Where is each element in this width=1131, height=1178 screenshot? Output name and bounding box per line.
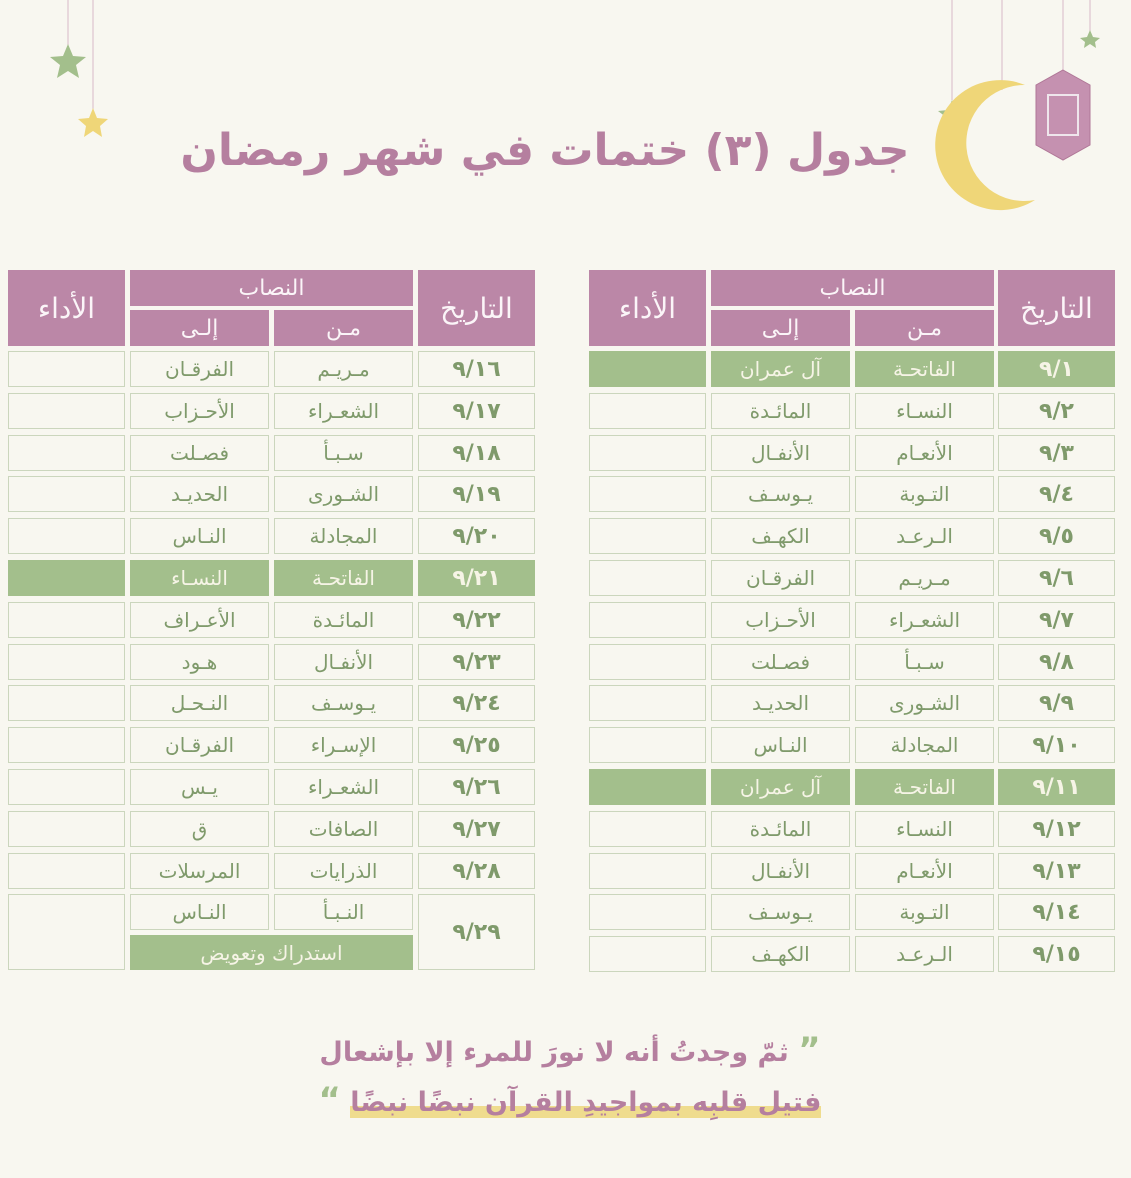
row-date: ٩/٧ bbox=[998, 602, 1115, 638]
row-from: النـبـأ bbox=[274, 894, 413, 930]
performance-checkbox[interactable] bbox=[589, 644, 706, 680]
row-from: التـوبة bbox=[855, 476, 994, 512]
row-from: الفاتحـة bbox=[274, 560, 413, 596]
header-portion: النصاب bbox=[130, 270, 413, 306]
row-to: المائـدة bbox=[711, 393, 850, 429]
row-from: المجادلة bbox=[274, 518, 413, 554]
row-date: ٩/٢٤ bbox=[418, 685, 535, 721]
performance-checkbox[interactable] bbox=[8, 476, 125, 512]
row-date: ٩/١٩ bbox=[418, 476, 535, 512]
quote-line-1 bbox=[250, 1030, 890, 1070]
performance-checkbox[interactable] bbox=[589, 936, 706, 972]
row-date: ٩/١٠ bbox=[998, 727, 1115, 763]
row-to: الفرقـان bbox=[711, 560, 850, 596]
row-date: ٩/٦ bbox=[998, 560, 1115, 596]
row-from: الشـورى bbox=[855, 685, 994, 721]
row-from: مـريـم bbox=[855, 560, 994, 596]
row-date: ٩/٣ bbox=[998, 435, 1115, 471]
performance-checkbox[interactable] bbox=[589, 853, 706, 889]
row-from: الإسـراء bbox=[274, 727, 413, 763]
performance-checkbox[interactable] bbox=[589, 435, 706, 471]
row-date: ٩/١٦ bbox=[418, 351, 535, 387]
performance-checkbox[interactable] bbox=[8, 518, 125, 554]
row-to: ق bbox=[130, 811, 269, 847]
header-performance: الأداء bbox=[8, 270, 125, 346]
performance-checkbox[interactable] bbox=[589, 685, 706, 721]
row-date: ٩/١ bbox=[998, 351, 1115, 387]
performance-checkbox[interactable] bbox=[8, 602, 125, 638]
performance-checkbox[interactable] bbox=[8, 393, 125, 429]
performance-checkbox[interactable] bbox=[589, 560, 706, 596]
row-from: الذرايات bbox=[274, 853, 413, 889]
row-from: الشعـراء bbox=[274, 393, 413, 429]
row-from: الصافات bbox=[274, 811, 413, 847]
row-from: الشعـراء bbox=[274, 769, 413, 805]
performance-checkbox[interactable] bbox=[589, 393, 706, 429]
row-from: الأنعـام bbox=[855, 853, 994, 889]
row-from: التـوبة bbox=[855, 894, 994, 930]
row-to: هـود bbox=[130, 644, 269, 680]
row-date: ٩/٢٠ bbox=[418, 518, 535, 554]
performance-checkbox[interactable] bbox=[8, 644, 125, 680]
row-to: الأحـزاب bbox=[711, 602, 850, 638]
row-to: فصـلت bbox=[711, 644, 850, 680]
row-to: آل عمران bbox=[711, 351, 850, 387]
row-date: ٩/٢٩ bbox=[418, 894, 535, 970]
row-date: ٩/٢٦ bbox=[418, 769, 535, 805]
quote-text-1: ثمّ وجدتُ أنه لا نورَ للمرء إلا بإشعال bbox=[319, 1037, 789, 1068]
row-to: الأنفـال bbox=[711, 435, 850, 471]
performance-checkbox[interactable] bbox=[589, 476, 706, 512]
header-to: إلـى bbox=[130, 310, 269, 346]
row-date: ٩/٢٨ bbox=[418, 853, 535, 889]
performance-checkbox[interactable] bbox=[8, 811, 125, 847]
row-from: الشـورى bbox=[274, 476, 413, 512]
row-to: الكهـف bbox=[711, 936, 850, 972]
row-to: النـاس bbox=[130, 894, 269, 930]
performance-checkbox[interactable] bbox=[8, 351, 125, 387]
row-date: ٩/٥ bbox=[998, 518, 1115, 554]
row-to: المرسلات bbox=[130, 853, 269, 889]
page-title: جدول (٣) ختمات في شهر رمضان bbox=[180, 125, 910, 176]
performance-checkbox[interactable] bbox=[589, 769, 706, 805]
row-to: المائـدة bbox=[711, 811, 850, 847]
row-from: الأنفـال bbox=[274, 644, 413, 680]
row-to: يـس bbox=[130, 769, 269, 805]
header-from: مـن bbox=[855, 310, 994, 346]
header-to: إلـى bbox=[711, 310, 850, 346]
row-date: ٩/٤ bbox=[998, 476, 1115, 512]
row-to: الأحـزاب bbox=[130, 393, 269, 429]
row-to: الأنفـال bbox=[711, 853, 850, 889]
row-to: النسـاء bbox=[130, 560, 269, 596]
row-date: ٩/١٣ bbox=[998, 853, 1115, 889]
crescent-lantern-icon bbox=[930, 0, 1130, 215]
row-to: آل عمران bbox=[711, 769, 850, 805]
open-quote-mark: ” bbox=[798, 1030, 821, 1070]
row-to: الفرقـان bbox=[130, 727, 269, 763]
performance-checkbox[interactable] bbox=[589, 894, 706, 930]
makeup-day-label: استدراك وتعويض bbox=[130, 935, 413, 970]
row-from: النسـاء bbox=[855, 811, 994, 847]
performance-checkbox[interactable] bbox=[8, 853, 125, 889]
row-date: ٩/١٧ bbox=[418, 393, 535, 429]
row-to: الأعـراف bbox=[130, 602, 269, 638]
performance-checkbox[interactable] bbox=[589, 602, 706, 638]
row-from: مـريـم bbox=[274, 351, 413, 387]
row-date: ٩/١٤ bbox=[998, 894, 1115, 930]
header-date: التاريخ bbox=[418, 270, 535, 346]
row-from: المجادلة bbox=[855, 727, 994, 763]
header-date: التاريخ bbox=[998, 270, 1115, 346]
row-date: ٩/٩ bbox=[998, 685, 1115, 721]
row-date: ٩/٢٣ bbox=[418, 644, 535, 680]
row-date: ٩/١٥ bbox=[998, 936, 1115, 972]
performance-checkbox[interactable] bbox=[8, 685, 125, 721]
row-from: سـبـأ bbox=[274, 435, 413, 471]
row-date: ٩/١٨ bbox=[418, 435, 535, 471]
performance-checkbox[interactable] bbox=[8, 894, 125, 970]
row-date: ٩/٢ bbox=[998, 393, 1115, 429]
close-quote-mark: “ bbox=[318, 1080, 341, 1120]
performance-checkbox[interactable] bbox=[589, 727, 706, 763]
row-from: الفاتحـة bbox=[855, 351, 994, 387]
row-to: النـاس bbox=[711, 727, 850, 763]
row-date: ٩/٨ bbox=[998, 644, 1115, 680]
row-from: الفاتحـة bbox=[855, 769, 994, 805]
row-from: الـرعـد bbox=[855, 518, 994, 554]
performance-checkbox[interactable] bbox=[8, 560, 125, 596]
quote-line-2 bbox=[250, 1080, 890, 1120]
row-from: النسـاء bbox=[855, 393, 994, 429]
performance-checkbox[interactable] bbox=[8, 727, 125, 763]
performance-checkbox[interactable] bbox=[8, 769, 125, 805]
row-to: الحديـد bbox=[130, 476, 269, 512]
row-date: ٩/١٢ bbox=[998, 811, 1115, 847]
performance-checkbox[interactable] bbox=[589, 518, 706, 554]
performance-checkbox[interactable] bbox=[8, 435, 125, 471]
row-to: فصـلت bbox=[130, 435, 269, 471]
row-from: المائـدة bbox=[274, 602, 413, 638]
quote-text-2: فتيل قلبِه بمواجيدِ القرآن نبضًا نبضًا bbox=[350, 1087, 822, 1118]
row-date: ٩/٢٥ bbox=[418, 727, 535, 763]
row-from: الـرعـد bbox=[855, 936, 994, 972]
row-from: الشعـراء bbox=[855, 602, 994, 638]
row-to: الحديـد bbox=[711, 685, 850, 721]
header-portion: النصاب bbox=[711, 270, 994, 306]
row-to: النـاس bbox=[130, 518, 269, 554]
header-performance: الأداء bbox=[589, 270, 706, 346]
performance-checkbox[interactable] bbox=[589, 351, 706, 387]
row-to: النـحـل bbox=[130, 685, 269, 721]
row-from: الأنعـام bbox=[855, 435, 994, 471]
performance-checkbox[interactable] bbox=[589, 811, 706, 847]
row-from: سـبـأ bbox=[855, 644, 994, 680]
header-from: مـن bbox=[274, 310, 413, 346]
row-to: يـوسـف bbox=[711, 894, 850, 930]
row-to: الكهـف bbox=[711, 518, 850, 554]
row-from: يـوسـف bbox=[274, 685, 413, 721]
row-to: يـوسـف bbox=[711, 476, 850, 512]
hanging-stars-left-icon bbox=[40, 0, 130, 150]
row-date: ٩/٢١ bbox=[418, 560, 535, 596]
row-date: ٩/١١ bbox=[998, 769, 1115, 805]
row-date: ٩/٢٢ bbox=[418, 602, 535, 638]
row-to: الفرقـان bbox=[130, 351, 269, 387]
row-date: ٩/٢٧ bbox=[418, 811, 535, 847]
